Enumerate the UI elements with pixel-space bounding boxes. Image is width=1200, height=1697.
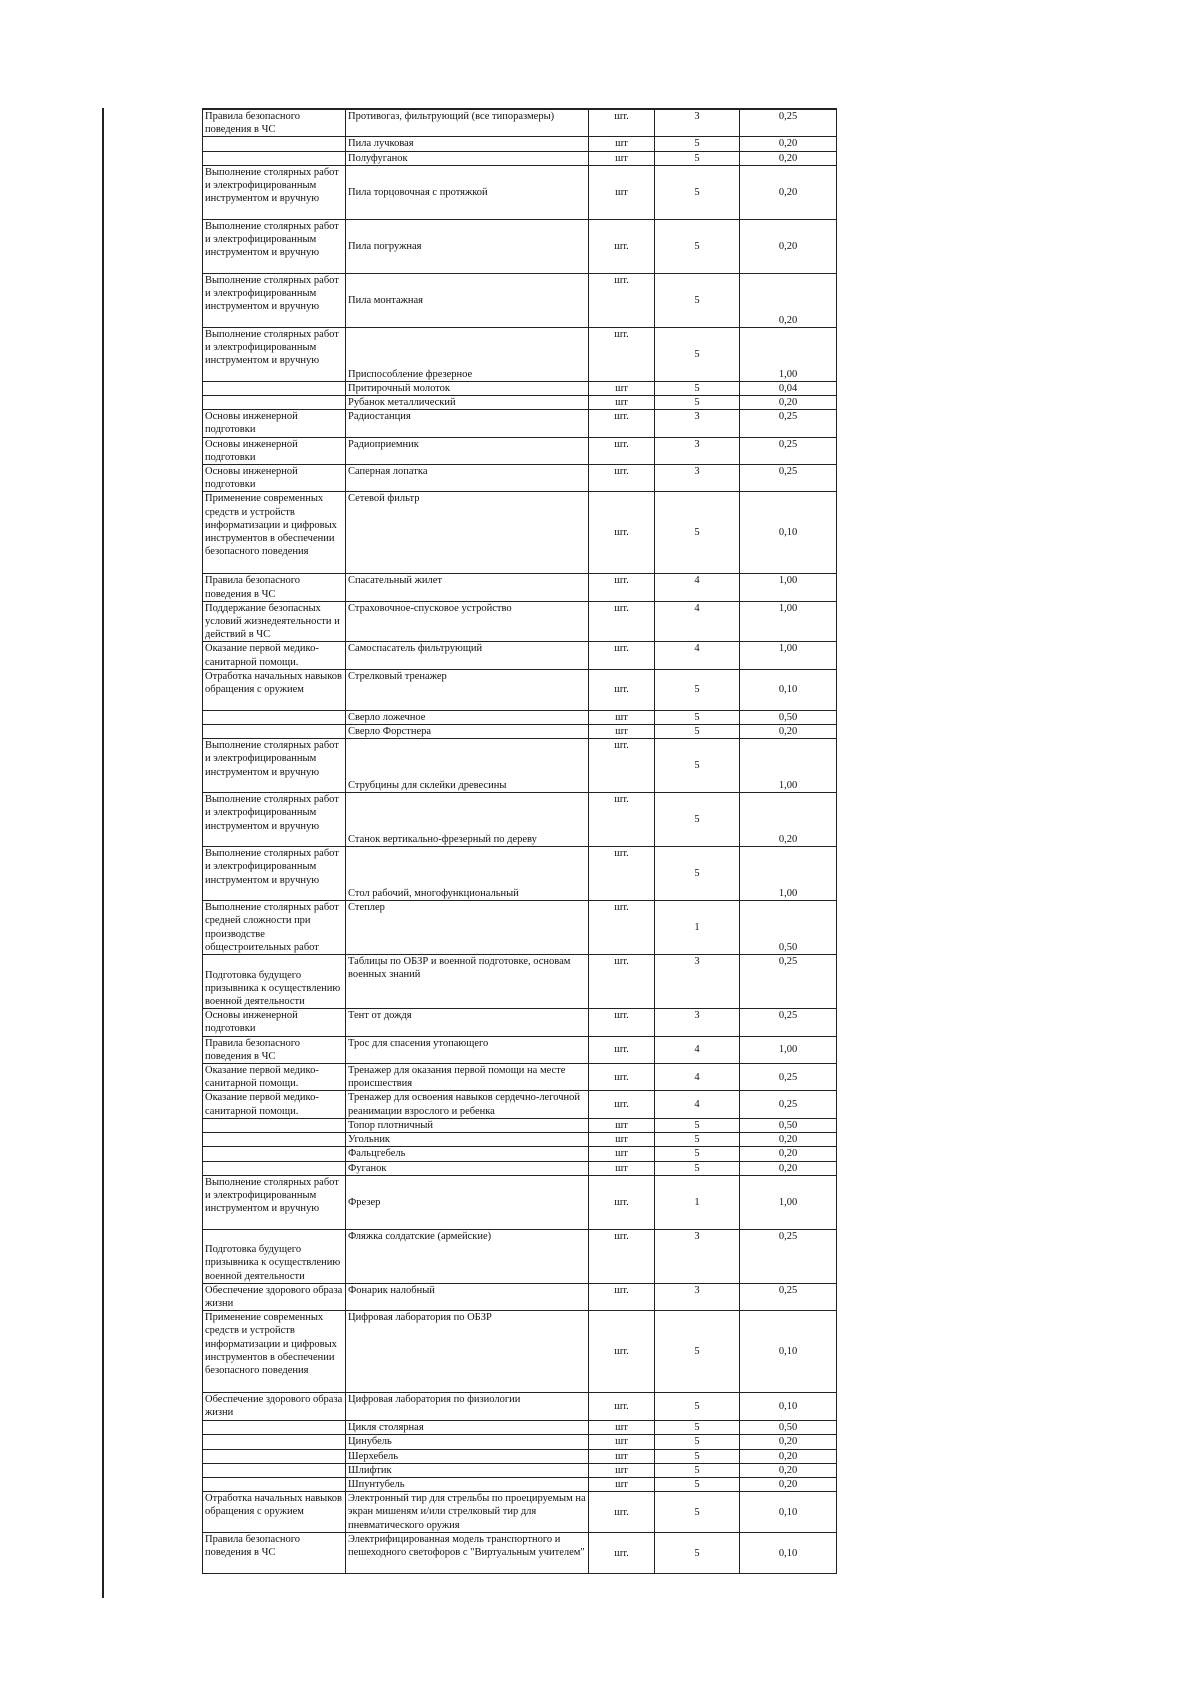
table-row [203, 901, 837, 955]
table-row [203, 1118, 837, 1132]
table-row [203, 1449, 837, 1463]
section-cell [203, 1435, 346, 1449]
table-row [203, 1064, 837, 1091]
qty-cell: 5 [655, 327, 740, 381]
unit-cell: шт. [589, 1009, 655, 1036]
item-cell: Станок вертикально-фрезерный по дереву [346, 793, 589, 847]
item-cell: Шлифтик [346, 1463, 589, 1477]
item-cell: Самоспасатель фильтрующий [346, 642, 589, 669]
qty-cell: 1 [655, 901, 740, 955]
item-cell: Тренажер для оказания первой помощи на месте происшествия [346, 1064, 589, 1091]
ratio-cell: 0,20 [740, 1463, 837, 1477]
item-cell: Фальцгебель [346, 1147, 589, 1161]
section-cell: Оказание первой медико-санитарной помощи. [203, 1064, 346, 1091]
item-cell: Степлер [346, 901, 589, 955]
table-row [203, 1477, 837, 1491]
qty-cell: 5 [655, 219, 740, 273]
item-cell: Стол рабочий, многофункциональный [346, 847, 589, 901]
section-cell [203, 381, 346, 395]
item-cell: Саперная лопатка [346, 465, 589, 492]
table-row [203, 465, 837, 492]
item-cell: Сверло Форстнера [346, 725, 589, 739]
qty-cell: 5 [655, 1435, 740, 1449]
section-cell: Основы инженерной подготовки [203, 410, 346, 437]
ratio-cell: 0,50 [740, 1421, 837, 1435]
unit-cell: шт. [589, 1175, 655, 1229]
unit-cell: шт. [589, 109, 655, 137]
margin-line [102, 108, 104, 1598]
ratio-cell: 0,25 [740, 1009, 837, 1036]
item-cell: Фрезер [346, 1175, 589, 1229]
ratio-cell: 0,20 [740, 137, 837, 151]
ratio-cell: 0,50 [740, 710, 837, 724]
item-cell: Радиоприемник [346, 437, 589, 464]
unit-cell: шт. [589, 574, 655, 601]
unit-cell: шт [589, 1449, 655, 1463]
ratio-cell: 0,25 [740, 1283, 837, 1310]
table-row [203, 847, 837, 901]
table-row [203, 1229, 837, 1283]
table-row [203, 381, 837, 395]
section-cell: Правила безопасного поведения в ЧС [203, 109, 346, 137]
section-cell: Выполнение столярных работ и электрофицированным инструментом и вручную [203, 1175, 346, 1229]
ratio-cell: 0,10 [740, 669, 837, 710]
qty-cell: 5 [655, 1393, 740, 1421]
ratio-cell: 0,20 [740, 793, 837, 847]
qty-cell: 5 [655, 165, 740, 219]
unit-cell: шт. [589, 1064, 655, 1091]
ratio-cell: 0,50 [740, 901, 837, 955]
qty-cell: 3 [655, 1229, 740, 1283]
qty-cell: 4 [655, 1064, 740, 1091]
unit-cell: шт [589, 396, 655, 410]
table-row [203, 109, 837, 137]
unit-cell: шт. [589, 955, 655, 1009]
qty-cell: 5 [655, 1118, 740, 1132]
section-cell: Выполнение столярных работ и электрофицированным инструментом и вручную [203, 327, 346, 381]
unit-cell: шт. [589, 669, 655, 710]
qty-cell: 5 [655, 793, 740, 847]
section-cell: Подготовка будущего призывника к осуществлению военной деятельности [203, 1229, 346, 1283]
ratio-cell: 0,10 [740, 1492, 837, 1533]
table-row [203, 1133, 837, 1147]
item-cell: Электронный тир для стрельбы по проецируемым на экран мишеням и/или стрелковый тир для пневматического оружия [346, 1492, 589, 1533]
table-row [203, 669, 837, 710]
table-row [203, 151, 837, 165]
section-cell [203, 151, 346, 165]
table-row [203, 437, 837, 464]
unit-cell: шт. [589, 1229, 655, 1283]
ratio-cell: 0,10 [740, 1393, 837, 1421]
unit-cell: шт [589, 725, 655, 739]
section-cell: Выполнение столярных работ и электрофицированным инструментом и вручную [203, 739, 346, 793]
section-cell: Основы инженерной подготовки [203, 1009, 346, 1036]
item-cell: Приспособление фрезерное [346, 327, 589, 381]
qty-cell: 5 [655, 381, 740, 395]
section-cell [203, 710, 346, 724]
item-cell: Шпунтубель [346, 1477, 589, 1491]
qty-cell: 3 [655, 465, 740, 492]
ratio-cell: 1,00 [740, 739, 837, 793]
unit-cell: шт. [589, 601, 655, 642]
section-cell: Поддержание безопасных условий жизнедеятельности и действий в ЧС [203, 601, 346, 642]
ratio-cell: 1,00 [740, 1175, 837, 1229]
table-row [203, 601, 837, 642]
unit-cell: шт [589, 137, 655, 151]
section-cell: Выполнение столярных работ и электрофицированным инструментом и вручную [203, 273, 346, 327]
qty-cell: 1 [655, 1175, 740, 1229]
ratio-cell: 0,10 [740, 492, 837, 574]
unit-cell: шт [589, 1477, 655, 1491]
ratio-cell: 1,00 [740, 642, 837, 669]
ratio-cell: 0,25 [740, 955, 837, 1009]
ratio-cell: 0,20 [740, 1435, 837, 1449]
unit-cell: шт. [589, 1533, 655, 1574]
section-cell [203, 725, 346, 739]
table-row [203, 273, 837, 327]
ratio-cell: 0,20 [740, 1161, 837, 1175]
section-cell: Правила безопасного поведения в ЧС [203, 574, 346, 601]
item-cell: Тент от дождя [346, 1009, 589, 1036]
section-cell: Выполнение столярных работ средней сложности при производстве общестроительных работ [203, 901, 346, 955]
item-cell: Стрелковый тренажер [346, 669, 589, 710]
item-cell: Полуфуганок [346, 151, 589, 165]
table-row [203, 1175, 837, 1229]
ratio-cell: 0,20 [740, 396, 837, 410]
item-cell: Притирочный молоток [346, 381, 589, 395]
ratio-cell: 0,04 [740, 381, 837, 395]
table-row [203, 1533, 837, 1574]
table-row [203, 793, 837, 847]
ratio-cell: 0,10 [740, 1311, 837, 1393]
item-cell: Радиостанция [346, 410, 589, 437]
section-cell: Обеспечение здорового образа жизни [203, 1393, 346, 1421]
ratio-cell: 0,20 [740, 1147, 837, 1161]
table-row [203, 1009, 837, 1036]
section-cell: Подготовка будущего призывника к осуществлению военной деятельности [203, 955, 346, 1009]
unit-cell: шт [589, 1161, 655, 1175]
unit-cell: шт. [589, 901, 655, 955]
section-cell [203, 1147, 346, 1161]
unit-cell: шт. [589, 739, 655, 793]
qty-cell: 5 [655, 273, 740, 327]
qty-cell: 5 [655, 492, 740, 574]
section-cell [203, 1421, 346, 1435]
qty-cell: 5 [655, 1421, 740, 1435]
unit-cell: шт [589, 1147, 655, 1161]
section-cell: Отработка начальных навыков обращения с оружием [203, 1492, 346, 1533]
section-cell [203, 396, 346, 410]
ratio-cell: 0,50 [740, 1118, 837, 1132]
ratio-cell: 0,20 [740, 151, 837, 165]
table-row [203, 1311, 837, 1393]
qty-cell: 4 [655, 1036, 740, 1063]
table-row [203, 1283, 837, 1310]
unit-cell: шт [589, 710, 655, 724]
unit-cell: шт. [589, 1036, 655, 1063]
section-cell: Выполнение столярных работ и электрофицированным инструментом и вручную [203, 847, 346, 901]
section-cell: Оказание первой медико-санитарной помощи. [203, 642, 346, 669]
unit-cell: шт [589, 381, 655, 395]
item-cell: Пила монтажная [346, 273, 589, 327]
qty-cell: 3 [655, 1009, 740, 1036]
qty-cell: 5 [655, 151, 740, 165]
table-row [203, 1147, 837, 1161]
qty-cell: 5 [655, 396, 740, 410]
qty-cell: 5 [655, 847, 740, 901]
item-cell: Фляжка солдатские (армейские) [346, 1229, 589, 1283]
ratio-cell: 1,00 [740, 574, 837, 601]
ratio-cell: 1,00 [740, 601, 837, 642]
ratio-cell: 1,00 [740, 1036, 837, 1063]
ratio-cell: 0,20 [740, 725, 837, 739]
item-cell: Шерхебель [346, 1449, 589, 1463]
qty-cell: 5 [655, 739, 740, 793]
qty-cell: 4 [655, 601, 740, 642]
ratio-cell: 0,25 [740, 1229, 837, 1283]
table-row [203, 492, 837, 574]
ratio-cell: 0,10 [740, 1533, 837, 1574]
section-cell [203, 1449, 346, 1463]
item-cell: Угольник [346, 1133, 589, 1147]
table-row [203, 725, 837, 739]
unit-cell: шт. [589, 1311, 655, 1393]
item-cell: Спасательный жилет [346, 574, 589, 601]
section-cell: Применение современных средств и устройств информатизации и цифровых инструментов в обеспечении безопасного поведения [203, 1311, 346, 1393]
item-cell: Пила лучковая [346, 137, 589, 151]
unit-cell: шт. [589, 793, 655, 847]
section-cell: Обеспечение здорового образа жизни [203, 1283, 346, 1310]
unit-cell: шт. [589, 410, 655, 437]
section-cell [203, 1477, 346, 1491]
table-row [203, 955, 837, 1009]
table-row [203, 1463, 837, 1477]
ratio-cell: 0,25 [740, 1091, 837, 1118]
table-row [203, 396, 837, 410]
item-cell: Таблицы по ОБЗР и военной подготовке, основам военных знаний [346, 955, 589, 1009]
table-row [203, 1421, 837, 1435]
item-cell: Цифровая лаборатория по физиологии [346, 1393, 589, 1421]
ratio-cell: 0,25 [740, 465, 837, 492]
qty-cell: 4 [655, 574, 740, 601]
equipment-table [202, 108, 837, 1574]
ratio-cell: 0,20 [740, 1477, 837, 1491]
item-cell: Рубанок металлический [346, 396, 589, 410]
section-cell: Основы инженерной подготовки [203, 465, 346, 492]
qty-cell: 3 [655, 1283, 740, 1310]
item-cell: Тренажер для освоения навыков сердечно-легочной реанимации взрослого и ребенка [346, 1091, 589, 1118]
item-cell: Противогаз, фильтрующий (все типоразмеры) [346, 109, 589, 137]
unit-cell: шт. [589, 465, 655, 492]
qty-cell: 3 [655, 109, 740, 137]
unit-cell: шт. [589, 437, 655, 464]
unit-cell: шт [589, 1421, 655, 1435]
ratio-cell: 1,00 [740, 847, 837, 901]
unit-cell: шт [589, 1118, 655, 1132]
unit-cell: шт [589, 1463, 655, 1477]
unit-cell: шт. [589, 1492, 655, 1533]
qty-cell: 5 [655, 710, 740, 724]
qty-cell: 4 [655, 642, 740, 669]
unit-cell: шт. [589, 492, 655, 574]
ratio-cell: 0,25 [740, 437, 837, 464]
unit-cell: шт. [589, 642, 655, 669]
unit-cell: шт. [589, 847, 655, 901]
item-cell: Цикля столярная [346, 1421, 589, 1435]
ratio-cell: 0,20 [740, 165, 837, 219]
equipment-table-body [203, 109, 837, 1574]
table-row [203, 1091, 837, 1118]
section-cell [203, 1463, 346, 1477]
section-cell: Правила безопасного поведения в ЧС [203, 1036, 346, 1063]
qty-cell: 5 [655, 1533, 740, 1574]
section-cell [203, 1161, 346, 1175]
item-cell: Фонарик налобный [346, 1283, 589, 1310]
table-row [203, 219, 837, 273]
unit-cell: шт. [589, 1091, 655, 1118]
table-row [203, 165, 837, 219]
section-cell [203, 137, 346, 151]
unit-cell: шт. [589, 219, 655, 273]
item-cell: Цифровая лаборатория по ОБЗР [346, 1311, 589, 1393]
section-cell: Оказание первой медико-санитарной помощи. [203, 1091, 346, 1118]
qty-cell: 5 [655, 1449, 740, 1463]
qty-cell: 5 [655, 1147, 740, 1161]
section-cell: Выполнение столярных работ и электрофицированным инструментом и вручную [203, 793, 346, 847]
qty-cell: 3 [655, 410, 740, 437]
ratio-cell: 1,00 [740, 327, 837, 381]
ratio-cell: 0,25 [740, 109, 837, 137]
unit-cell: шт. [589, 327, 655, 381]
section-cell: Выполнение столярных работ и электрофицированным инструментом и вручную [203, 219, 346, 273]
table-row [203, 642, 837, 669]
unit-cell: шт. [589, 1283, 655, 1310]
table-row [203, 410, 837, 437]
table-row [203, 137, 837, 151]
qty-cell: 5 [655, 1477, 740, 1491]
qty-cell: 5 [655, 1133, 740, 1147]
item-cell: Сверло ложечное [346, 710, 589, 724]
qty-cell: 5 [655, 137, 740, 151]
section-cell: Применение современных средств и устройств информатизации и цифровых инструментов в обеспечении безопасного поведения [203, 492, 346, 574]
table-row [203, 1036, 837, 1063]
section-cell: Выполнение столярных работ и электрофицированным инструментом и вручную [203, 165, 346, 219]
section-cell [203, 1118, 346, 1132]
qty-cell: 5 [655, 1161, 740, 1175]
qty-cell: 3 [655, 437, 740, 464]
qty-cell: 5 [655, 1463, 740, 1477]
table-row [203, 1161, 837, 1175]
qty-cell: 5 [655, 669, 740, 710]
qty-cell: 5 [655, 1311, 740, 1393]
ratio-cell: 0,25 [740, 1064, 837, 1091]
item-cell: Трос для спасения утопающего [346, 1036, 589, 1063]
qty-cell: 3 [655, 955, 740, 1009]
ratio-cell: 0,20 [740, 273, 837, 327]
section-cell: Правила безопасного поведения в ЧС [203, 1533, 346, 1574]
ratio-cell: 0,20 [740, 1133, 837, 1147]
item-cell: Пила погружная [346, 219, 589, 273]
table-row [203, 327, 837, 381]
unit-cell: шт. [589, 1393, 655, 1421]
table-row [203, 739, 837, 793]
ratio-cell: 0,20 [740, 219, 837, 273]
qty-cell: 4 [655, 1091, 740, 1118]
item-cell: Пила торцовочная с протяжкой [346, 165, 589, 219]
table-row [203, 1492, 837, 1533]
section-cell [203, 1133, 346, 1147]
table-row [203, 1393, 837, 1421]
unit-cell: шт [589, 1435, 655, 1449]
item-cell: Цинубель [346, 1435, 589, 1449]
unit-cell: шт [589, 151, 655, 165]
item-cell: Страховочное-спусковое устройство [346, 601, 589, 642]
item-cell: Сетевой фильтр [346, 492, 589, 574]
qty-cell: 5 [655, 725, 740, 739]
item-cell: Электрифицированная модель транспортного и пешеходного светофоров с "Виртуальным учителем" [346, 1533, 589, 1574]
item-cell: Струбцины для склейки древесины [346, 739, 589, 793]
item-cell: Топор плотничный [346, 1118, 589, 1132]
ratio-cell: 0,20 [740, 1449, 837, 1463]
ratio-cell: 0,25 [740, 410, 837, 437]
table-row [203, 710, 837, 724]
unit-cell: шт [589, 165, 655, 219]
qty-cell: 5 [655, 1492, 740, 1533]
unit-cell: шт. [589, 273, 655, 327]
section-cell: Основы инженерной подготовки [203, 437, 346, 464]
section-cell: Отработка начальных навыков обращения с оружием [203, 669, 346, 710]
table-row [203, 574, 837, 601]
table-row [203, 1435, 837, 1449]
item-cell: Фуганок [346, 1161, 589, 1175]
unit-cell: шт [589, 1133, 655, 1147]
